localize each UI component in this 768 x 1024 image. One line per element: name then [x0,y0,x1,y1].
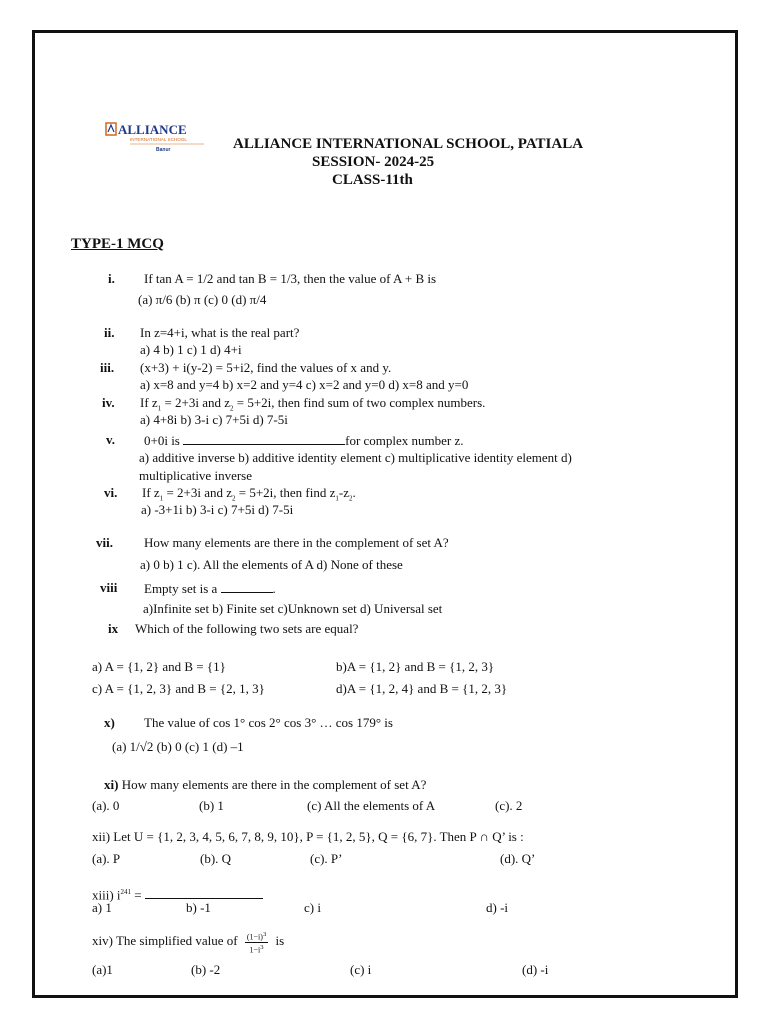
q9-option-a: a) A = {1, 2} and B = {1} [92,659,226,674]
q11-option-d: (c). 2 [495,798,523,813]
q13-option-a: a) 1 [92,900,112,915]
fill-blank [221,580,273,593]
q9-option-b: b)A = {1, 2} and B = {1, 2, 3} [336,659,495,674]
q4-text: If $z_1 = 2+3i$ and $z_2 = 5+2i$, then find sum of two complex numbers. [140,395,486,413]
q8-options: a)Infinite set b) Finite set c)Unknown set d) Universal set [143,601,443,616]
q9-option-c: c) A = {1, 2, 3} and B = {2, 1, 3} [92,681,265,696]
q11-number: xi) [104,777,119,792]
school-name: ALLIANCE INTERNATIONAL SCHOOL, PATIALA [233,136,584,152]
q2-number: ii. [104,325,115,340]
q4-options: a) 4+8i b) 3-i c) 7+5i d) 7-5i [140,412,288,427]
q6-options: a) -3+1i b) 3-i c) 7+5i d) 7-5i [141,502,294,517]
q8-number: viii [100,580,118,595]
q13-option-c: c) i [304,900,321,915]
q12-option-a: (a). P [92,851,121,866]
q6-number: vi. [104,485,118,500]
fill-blank [183,432,345,445]
q14-text: xiv) The simplified value of $\frac{(1-i)^3}{1-i^3}$ is [92,930,285,955]
q12-option-d: (d). Q’ [500,851,536,866]
q1-options: (a) π/6 (b) π (c) 0 (d) π/4 [138,292,267,307]
q13-option-d: d) -i [486,900,509,915]
q3-number: iii. [100,360,115,375]
q12-option-b: (b). Q [200,851,232,866]
fraction-expression: $\frac{(1-i)^3}{1-i^3}$ [246,930,267,955]
logo-place: Banur [156,147,171,153]
q14-option-c: (c) i [350,962,372,977]
q2-text: In z=4+i, what is the real part? [140,325,300,340]
q13-option-b: b) -1 [186,900,211,915]
q5-options-line2: multiplicative inverse [139,468,252,483]
q5-options-line1: a) additive inverse b) additive identity element c) multiplicative identity element d) [139,450,572,465]
q3-options: a) x=8 and y=4 b) x=2 and y=4 c) x=2 and y=0 d) x=8 and y=0 [140,377,469,392]
q9-text: Which of the following two sets are equal? [135,621,359,636]
q10-text: The value of cos 1° cos 2° cos 3° … cos 179° is [144,715,393,730]
section-title: TYPE-1 MCQ [71,236,164,252]
session: SESSION- 2024-25 [312,154,435,170]
logo-subtext: INTERNATIONAL SCHOOL [130,137,187,142]
q14-option-b: (b) -2 [191,962,221,977]
q11-option-c: (c) All the elements of A [307,798,436,813]
q6-text: If $z_1 = 2+3i$ and $z_2 = 5+2i$, then find $z_1-z_2$. [142,485,356,503]
school-logo [104,120,212,154]
q3-text: (x+3) + i(y-2) = 5+i2, find the values of x and y. [140,360,392,375]
q9-number: ix [108,621,119,636]
q5-text: 0+0i is for complex number z. [144,433,464,448]
q11-option-a: (a). 0 [92,798,120,813]
q5-number: v. [106,432,116,447]
q7-options: a) 0 b) 1 c). All the elements of A d) None of these [140,557,403,572]
q14-option-a: (a)1 [92,962,113,977]
q7-text: How many elements are there in the complement of set A? [144,535,449,550]
q2-options: a) 4 b) 1 c) 1 d) 4+i [140,342,242,357]
q8-text: Empty set is a . [144,581,276,596]
q1-text: If tan A = 1/2 and tan B = 1/3, then the value of A + B is [144,271,437,286]
q7-number: vii. [96,535,113,550]
logo-text: ALLIANCE [118,122,187,137]
q1-number: i. [108,271,115,286]
q12-option-c: (c). P’ [310,851,343,866]
q11-text: xi) How many elements are there in the complement of set A? [104,777,427,792]
class-label: CLASS-11th [332,172,413,188]
q14-option-d: (d) -i [522,962,549,977]
fill-blank [145,886,263,899]
q12-text: xii) Let U = {1, 2, 3, 4, 5, 6, 7, 8, 9, 10}, P = {1, 2, 5}, Q = {6, 7}. Then P ∩ Q’ is : [92,829,524,844]
q9-option-d: d)A = {1, 2, 4} and B = {1, 2, 3} [336,681,508,696]
q10-number: x) [104,715,115,730]
q11-option-b: (b) 1 [199,798,224,813]
q4-number: iv. [102,395,115,410]
q13-text: xiii) $i^{241}$ = [92,884,263,903]
q10-options: (a) 1/√2 (b) 0 (c) 1 (d) –1 [112,739,244,754]
